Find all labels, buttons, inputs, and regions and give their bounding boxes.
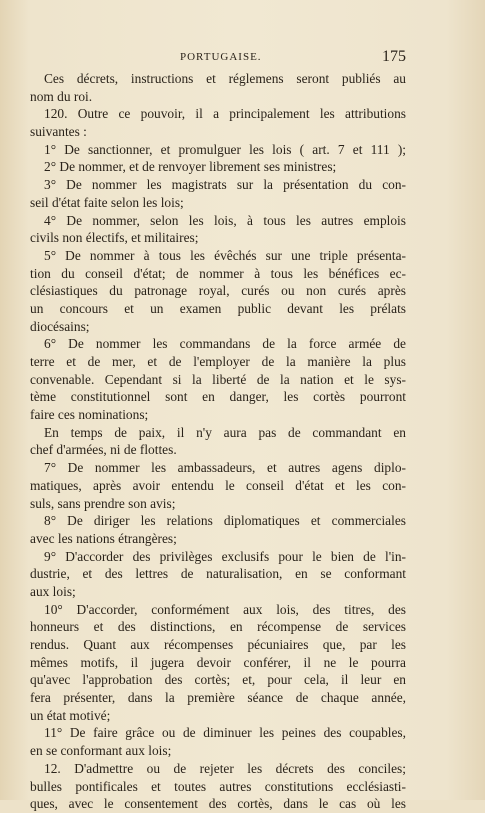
text-line: fera présenter, dans la première séance de chaque année, — [30, 690, 406, 706]
text-line: un concours et un examen public devant les prélats — [30, 300, 406, 316]
text-line: suivantes : — [30, 124, 87, 140]
text-line: 2° De nommer, et de renvoyer librement ses ministres; — [44, 159, 337, 175]
running-head: PORTUGAISE. — [180, 51, 262, 63]
text-line: suls, sans prendre son avis; — [30, 495, 176, 511]
text-line: 3° De nommer les magistrats sur la présentation du con- — [44, 177, 406, 193]
text-line: bulles pontificales et toutes autres constitutions ecclésiasti- — [30, 778, 406, 794]
text-line: rendus. Quant aux récompenses pécuniaires que, par les — [30, 637, 406, 652]
page-header — [0, 48, 485, 68]
body-text — [30, 70, 406, 813]
text-line: convenable. Cependant si la liberté de la nation et le sys- — [30, 371, 406, 387]
text-line: matiques, après avoir entendu le conseil d'état et les con- — [30, 477, 406, 493]
text-line: clésiastiques du patronage royal, curés ou non curés après — [30, 283, 406, 299]
text-line: 11° De faire grâce ou de diminuer les peines des coupables, — [44, 725, 406, 741]
text-line: mêmes motifs, il jugera devoir conférer, il ne le pourra — [30, 654, 406, 670]
text-line: 7° De nommer les ambassadeurs, et autres agens diplo- — [44, 460, 406, 476]
text-line: tion du conseil d'état; de nommer à tous les bénéfices ec- — [30, 265, 406, 281]
text-line: tème constitutionnel sont en danger, les cortès pourront — [30, 389, 406, 405]
text-line: un état motivé; — [30, 707, 111, 723]
text-line: 6° De nommer les commandans de la force armée de — [44, 336, 406, 352]
text-line: Ces décrets, instructions et réglemens seront publiés au — [44, 71, 406, 86]
text-line: civils non électifs, et militaires; — [30, 230, 199, 246]
text-line: en se conformant aux lois; — [30, 743, 172, 759]
text-line: diocésains; — [30, 318, 90, 334]
text-line: faire ces nominations; — [30, 407, 149, 423]
text-line: En temps de paix, il n'y aura pas de commandant en — [44, 424, 406, 440]
text-line: qu'avec l'approbation des cortès; et, pour cela, il leur en — [30, 672, 406, 688]
text-line: 5° De nommer à tous les évêchés sur une triple présenta- — [44, 247, 406, 263]
page-number: 175 — [382, 48, 406, 65]
text-line: honneurs et des distinctions, en récompense de services — [30, 619, 406, 635]
text-line: 10° D'accorder, conformément aux lois, des titres, des — [44, 601, 406, 617]
text-line: 12. D'admettre ou de rejeter les décrets des conciles; — [44, 760, 406, 776]
text-line: 9° D'accorder des privilèges exclusifs pour le bien de l'in- — [44, 548, 406, 564]
text-line: dustrie, et des lettres de naturalisation, en se conformant — [30, 566, 406, 582]
text-line: 120. Outre ce pouvoir, il a principalement les attributions — [44, 106, 406, 122]
text-line: nom du roi. — [30, 88, 93, 104]
text-line: ques, avec le consentement des cortès, dans le cas où les — [30, 796, 406, 812]
text-line: avec les nations étrangères; — [30, 530, 177, 546]
text-line: terre et de mer, et de l'employer de la manière la plus — [30, 354, 406, 369]
text-line: chef d'armées, ni de flottes. — [30, 442, 177, 458]
text-line: seil d'état faite selon les lois; — [30, 194, 184, 210]
text-line: 4° De nommer, selon les lois, à tous les autres emplois — [44, 212, 406, 228]
text-line: 8° De diriger les relations diplomatiques et commerciales — [44, 513, 406, 529]
text-line: 1° De sanctionner, et promulguer les lois ( art. 7 et 111 ); — [44, 141, 406, 157]
text-line: aux lois; — [30, 583, 76, 599]
